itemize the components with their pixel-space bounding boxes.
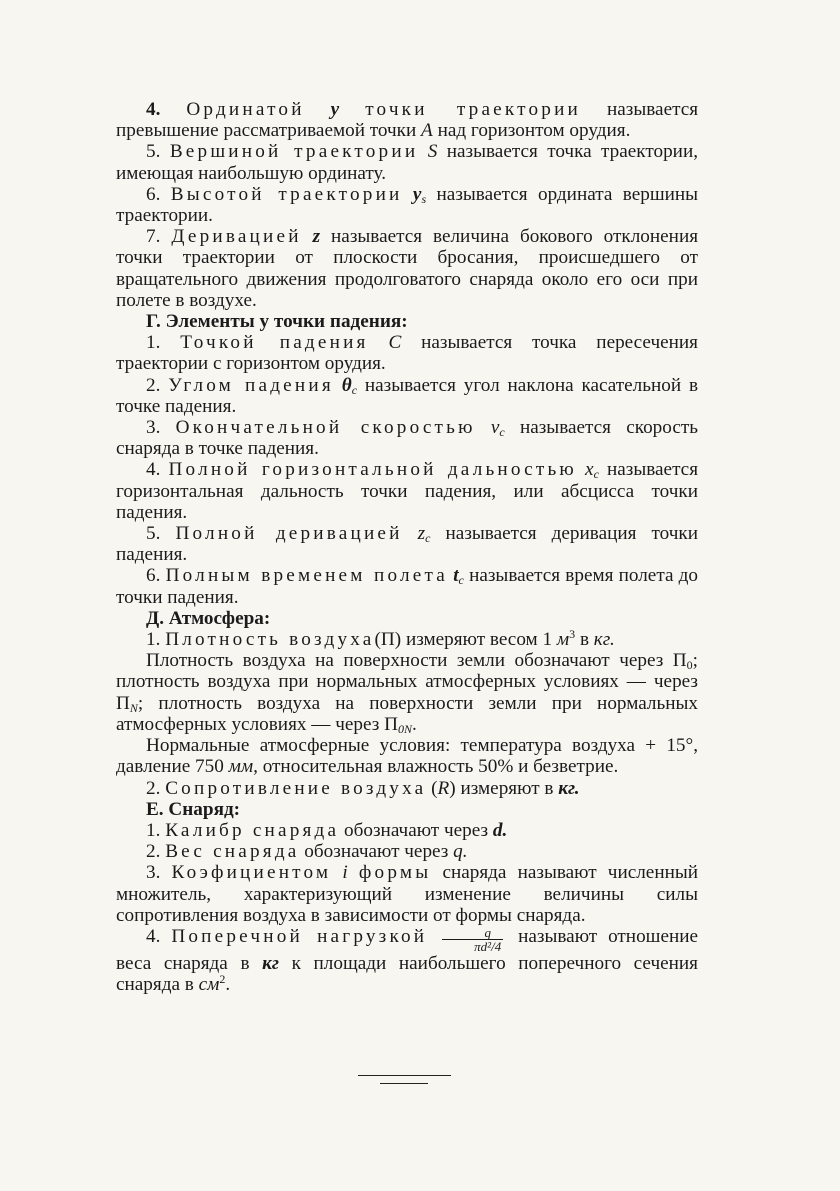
definition-final-velocity: 3. Окончательной скоростью $v_c$ называется скорость снаряда в точке падения. bbox=[116, 417, 698, 460]
definition-sectional-load: 4. Поперечной нагрузкой $\frac{q}{\text{πd²/4}}$ называют отношение веса снаряда в кг к площади наибольшего поперечного сечения снаряда в $см^2$. bbox=[116, 924, 699, 996]
definition-air-resistance: 2. Сопротивление воздуха (R) измеряют в кг. bbox=[146, 777, 580, 799]
paragraph-normal-conditions: Нормальные атмосферные условия: температура воздуха + 15°, давление 750 мм, относительная влажность 50% и безветрие. bbox=[116, 735, 698, 778]
document-body bbox=[116, 99, 698, 995]
definition-derivation: 7. Деривацией z называется величина бокового отклонения точки траектории от плоскости бросания, происшедшего от вращательного движения продолговатого снаряда около его оси при полете в воздухе. bbox=[116, 226, 699, 311]
closing-rule-bottom bbox=[380, 1083, 428, 1084]
section-title-impact: Г. Элементы у точки падения: bbox=[146, 311, 408, 333]
definition-ordinate: 4. Ординатой y точки траектории называется превышение рассматриваемой точки A над горизонтом орудия. bbox=[116, 99, 699, 142]
definition-apex: 5. Вершиной траектории S называется точка траектории, имеющая наибольшую ординату. bbox=[116, 141, 699, 184]
definition-impact-point: 1. Точкой падения C называется точка пересечения траектории с горизонтом орудия. bbox=[116, 332, 698, 375]
definition-full-range: 4. Полной горизонтальной дальностью $x_c$ называется горизонтальная дальность точки падения, или абсцисса точки падения. bbox=[116, 459, 699, 523]
section-title-projectile: Е. Снаряд: bbox=[146, 798, 241, 820]
paragraph-density-notation: Плотность воздуха на поверхности земли обозначают через $П_0$; плотность воздуха при нормальных атмосферных условиях — через $П_N$; плотность воздуха на поверхности земли при нормальных атмосферных условиях — через $П_{0N}$. bbox=[116, 650, 698, 736]
definition-height: 6. Высотой траектории $y_s$ называется ордината вершины траектории. bbox=[116, 183, 699, 227]
definition-caliber: 1. Калибр снаряда обозначают через d. bbox=[146, 819, 508, 841]
definition-air-density: 1. Плотность воздуха(П) измеряют весом 1 $м^3$ в кг. bbox=[146, 627, 615, 651]
closing-rule-top bbox=[358, 1075, 451, 1076]
definition-form-factor: 3. Коэфициентом i формы снаряда называют численный множитель, характеризующий изменение величины силы сопротивления воздуха в зависимости от формы снаряда. bbox=[116, 862, 699, 926]
fraction-sectional-load: $\frac{q}{\text{πd²/4}}$ bbox=[442, 926, 503, 953]
section-title-atmosphere: Д. Атмосфера: bbox=[146, 607, 271, 629]
definition-flight-time: 6. Полным временем полета $t_c$ называется время полета до точки падения. bbox=[116, 565, 698, 608]
definition-impact-angle: 2. Углом падения $\theta_c$ называется угол наклона касательной в точке падения. bbox=[116, 374, 699, 417]
definition-weight: 2. Вес снаряда обозначают через q. bbox=[146, 841, 468, 863]
definition-full-derivation: 5. Полной деривацией $z_c$ называется деривация точки падения. bbox=[116, 523, 699, 566]
